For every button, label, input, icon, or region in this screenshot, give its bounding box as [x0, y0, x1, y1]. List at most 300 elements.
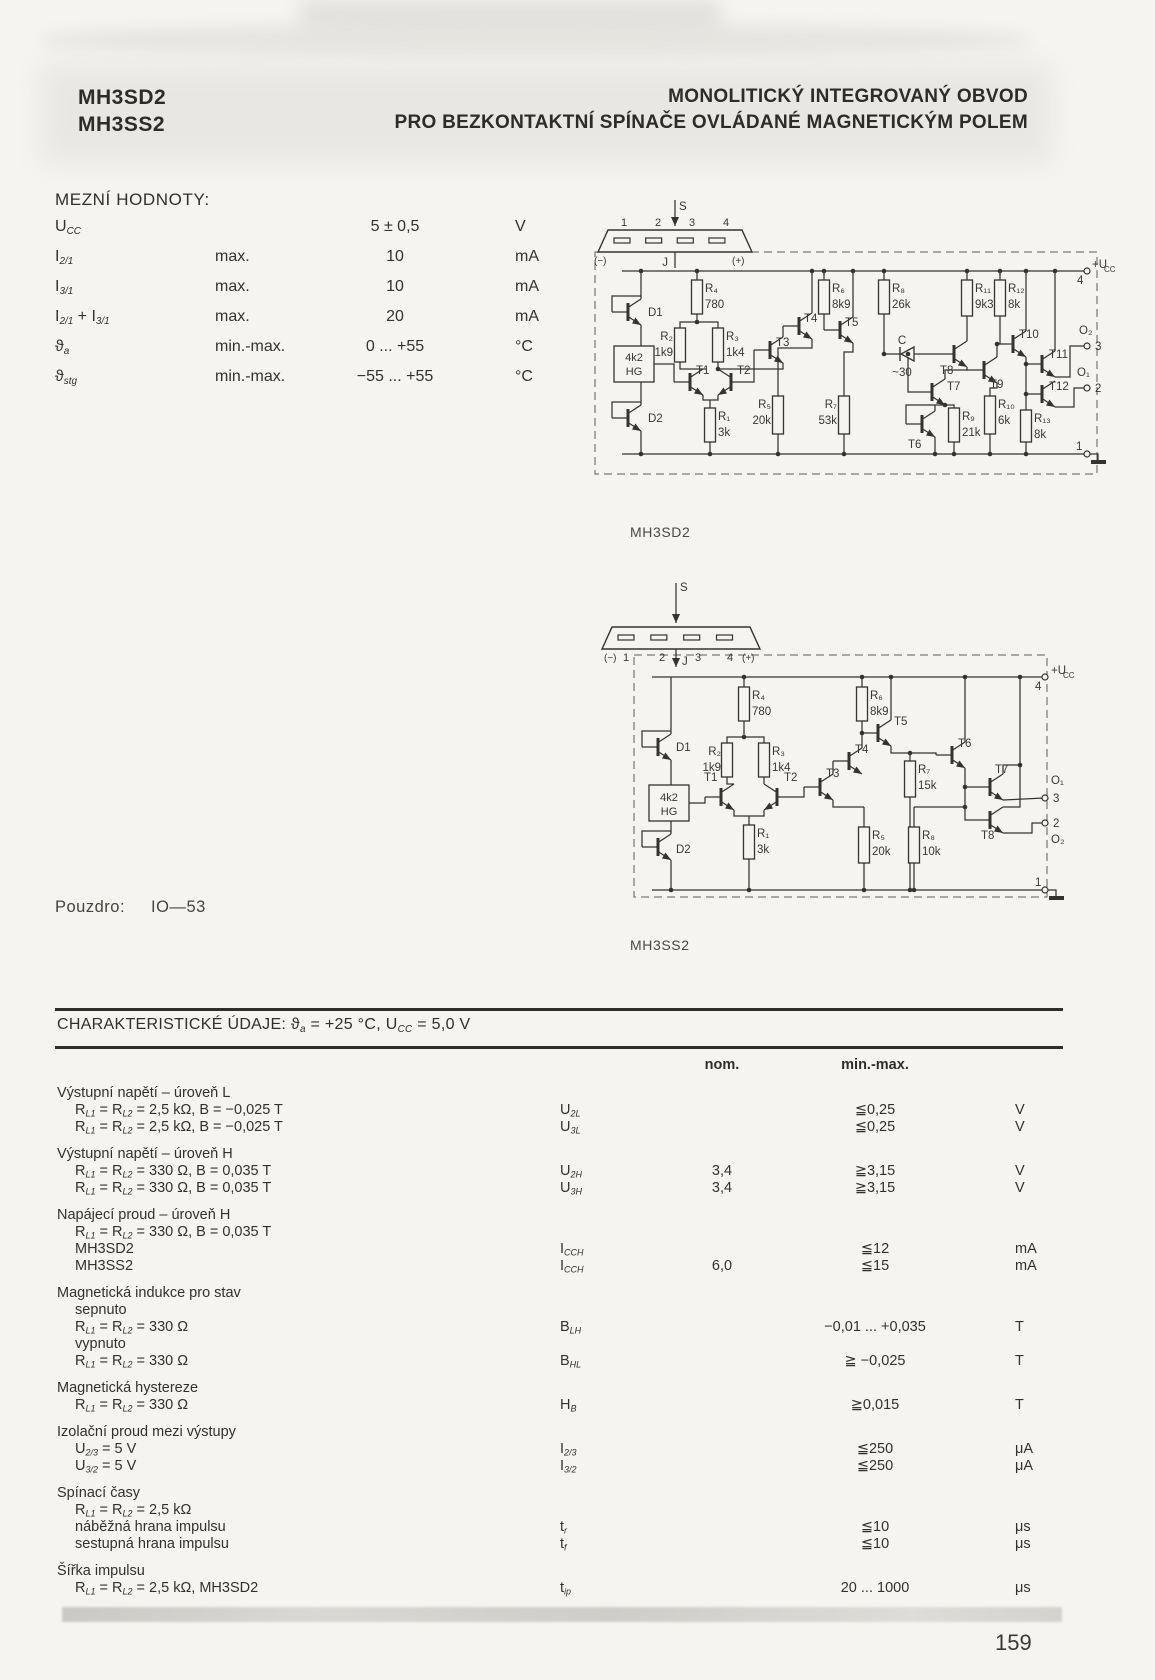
junction-dot [1024, 392, 1029, 397]
char-row [55, 1336, 1065, 1353]
junction-dot [742, 735, 747, 740]
resistor-symbol [879, 280, 890, 314]
label-r1v: 3k [718, 427, 731, 439]
junction-dot [842, 452, 847, 457]
pin-terminal [1084, 451, 1090, 457]
label-d2: D2 [676, 844, 691, 856]
char-unit: V [1015, 1102, 1025, 1118]
junction-dot [889, 675, 894, 680]
junction-dot [1024, 362, 1029, 367]
label-o2: O₂ [1051, 834, 1065, 846]
char-row [55, 1119, 1065, 1136]
label-p2: 2 [654, 217, 662, 229]
label-r8: R₈ [922, 830, 936, 842]
junction-dot [943, 403, 948, 408]
pin-terminal [1042, 820, 1048, 826]
label-r13: R₁₃ [1034, 413, 1051, 425]
schematic-mh3ss2 [592, 575, 1122, 905]
char-cond: $R_{L1} = R_{L2} = 2,5$ kΩ, B = −0,025 T [75, 1119, 283, 1136]
label-t10: T10 [1019, 329, 1039, 341]
junction-dot [908, 888, 913, 893]
label-out3: 3 [1053, 793, 1060, 805]
char-mm: ≦250 [856, 1441, 894, 1457]
limit-row [55, 218, 600, 248]
limit-val: 20 [386, 308, 404, 325]
char-cond: MH3SD2 [75, 1241, 134, 1257]
limit-cond: max. [215, 248, 250, 265]
package-line [55, 898, 206, 917]
junction-dot [747, 888, 752, 893]
char-group-header: Izolační proud mezi výstupy [57, 1424, 236, 1440]
char-sym: $U_{2L}$ [560, 1102, 581, 1119]
char-sym: $t_r$ [560, 1519, 568, 1536]
label-pin1: 1 [1076, 441, 1083, 453]
limit-sym: $I_{3/1}$ [55, 278, 74, 297]
label-r4: R₄ [705, 283, 718, 295]
label-r2v: 1k9 [654, 347, 673, 359]
char-cond: $R_{L1} = R_{L2} = 330$ Ω [75, 1353, 189, 1370]
char-sym: $U_{3L}$ [560, 1119, 581, 1136]
resistor-symbol [905, 761, 916, 797]
junction-dot [776, 452, 781, 457]
label-minus: (−) [604, 653, 617, 664]
junction-dot [1024, 452, 1029, 457]
char-group-header: Napájecí proud – úroveň H [57, 1207, 231, 1223]
limits-section-title: MEZNÍ HODNOTY: [55, 190, 210, 209]
char-cond: $R_{L1} = R_{L2} = 330$ Ω, B = 0,035 T [75, 1224, 272, 1241]
limit-cond: min.-max. [215, 338, 286, 355]
limit-val: 0 ... +55 [365, 338, 425, 355]
schematic-mh3sd2 [592, 196, 1122, 481]
label-uccsub: CC [1104, 265, 1116, 274]
label-r13v: 8k [1034, 429, 1047, 441]
junction-dot [669, 888, 674, 893]
label-p2: 2 [658, 652, 666, 664]
label-ucc: +U [1092, 259, 1108, 271]
label-p4: 4 [726, 652, 734, 664]
label-plus: (+) [742, 653, 755, 664]
resistor-symbol [859, 827, 870, 863]
label-r5: R₅ [872, 830, 885, 842]
limit-sym: $ϑ_{stg}$ [55, 368, 77, 387]
char-cond: $R_{L1} = R_{L2} = 330$ Ω, B = 0,035 T [75, 1163, 272, 1180]
part-numbers [78, 84, 166, 138]
char-mm: ≦12 [860, 1241, 890, 1257]
label-t7: T7 [947, 381, 961, 393]
char-group-header: Magnetická hystereze [57, 1380, 199, 1396]
char-cond: $U_{2/3} = 5$ V [75, 1441, 137, 1458]
char-cond: sestupná hrana impulsu [75, 1536, 229, 1552]
label-r5: R₅ [758, 399, 771, 411]
junction-dot [963, 675, 968, 680]
label-p4: 4 [722, 217, 730, 229]
char-mm: ≧3,15 [854, 1163, 896, 1179]
char-nom: 3,4 [711, 1180, 733, 1196]
label-hg1: 4k2 [625, 352, 643, 364]
label-t7: T7 [995, 764, 1009, 776]
label-minus: (−) [594, 256, 607, 267]
page-number: 159 [995, 1630, 1032, 1655]
char-row [55, 1302, 1065, 1319]
label-out2: 2 [1053, 818, 1060, 830]
label-j: J [682, 656, 688, 668]
label-plus: (+) [732, 256, 745, 267]
label-o1: O₁ [1077, 367, 1090, 379]
char-unit: μs [1015, 1536, 1031, 1552]
label-r10: R₁₀ [998, 399, 1015, 411]
label-o1: O₁ [1051, 775, 1064, 787]
label-r3v: 1k4 [726, 347, 745, 359]
char-row [55, 1580, 1065, 1597]
label-r4v: 780 [705, 299, 725, 311]
label-pin4: 4 [1035, 681, 1042, 693]
label-r2: R₂ [708, 746, 721, 758]
resistor-symbol [692, 280, 703, 314]
char-mm: ≦0,25 [854, 1102, 896, 1118]
label-r11v: 9k3 [975, 299, 994, 311]
resistor-symbol [949, 408, 960, 442]
resistor-symbol [909, 827, 920, 863]
resistor-symbol [962, 280, 973, 316]
label-t1: T1 [696, 365, 710, 377]
char-cond: $R_{L1} = R_{L2} = 330$ Ω [75, 1397, 189, 1414]
package-outline [598, 230, 752, 252]
label-r8v: 26k [892, 299, 911, 311]
label-d2: D2 [648, 413, 663, 425]
char-row [55, 1241, 1065, 1258]
resistor-symbol [705, 408, 716, 442]
label-r7v: 53k [818, 415, 837, 427]
junction-dot [860, 731, 865, 736]
label-r1: R₁ [757, 828, 770, 840]
scan-artifact-smudge [40, 24, 1030, 56]
resistor-symbol [1021, 410, 1032, 442]
limit-unit: mA [515, 278, 539, 295]
resistor-symbol [739, 687, 750, 721]
char-sym: $U_{2H}$ [560, 1163, 582, 1180]
label-s: S [679, 201, 687, 213]
label-r6: R₆ [832, 283, 845, 295]
label-r9: R₉ [962, 411, 975, 423]
junction-dot [639, 269, 644, 274]
schematic-caption-mh3sd2: MH3SD2 [630, 524, 691, 540]
junction-dot [695, 269, 700, 274]
doc-title [394, 84, 1028, 136]
limit-unit: V [515, 218, 526, 235]
char-sym: $t_{ip}$ [560, 1580, 572, 1597]
limit-sym: $ϑ_a$ [55, 338, 70, 357]
char-mm: ≦0,25 [854, 1119, 896, 1135]
label-r1v: 3k [757, 844, 770, 856]
label-d1: D1 [676, 742, 691, 754]
label-t8: T8 [940, 365, 954, 377]
pin-terminal [1084, 268, 1090, 274]
limit-unit: mA [515, 248, 539, 265]
label-cv: ~30 [892, 367, 912, 379]
transistor-symbols [642, 720, 1003, 860]
limit-val: 5 ± 0,5 [370, 218, 420, 235]
junction-dot [708, 452, 713, 457]
label-s: S [680, 582, 688, 594]
char-sym: $B_{HL}$ [560, 1353, 582, 1370]
char-unit: T [1015, 1397, 1024, 1413]
junction-dot [851, 269, 856, 274]
scan-artifact-top-edge [300, 0, 720, 26]
junction-dot [1018, 763, 1023, 768]
char-unit: mA [1015, 1241, 1037, 1257]
junction-dot [742, 675, 747, 680]
resistor-symbol [713, 328, 724, 362]
junction-dot [1024, 269, 1029, 274]
char-unit: μA [1015, 1458, 1034, 1474]
char-mm: ≦10 [860, 1536, 890, 1552]
label-hg2: HG [625, 366, 643, 378]
char-row [55, 1180, 1065, 1197]
resistor-symbol [722, 743, 733, 777]
resistor-symbol [985, 396, 996, 434]
label-t12: T12 [1049, 381, 1069, 393]
char-row [55, 1102, 1065, 1119]
char-cond: $R_{L1} = R_{L2} = 2,5$ kΩ [75, 1502, 192, 1519]
char-group-header: Šířka impulsu [57, 1563, 145, 1579]
label-r4: R₄ [752, 690, 765, 702]
junction-dot [1018, 675, 1023, 680]
char-row [55, 1536, 1065, 1553]
label-r9v: 21k [962, 427, 981, 439]
label-r4v: 780 [752, 706, 772, 718]
label-ucc: +U [1051, 665, 1067, 677]
scan-artifact-bottom-bar [62, 1607, 1062, 1622]
doc-title-line1: MONOLITICKÝ INTEGROVANÝ OBVOD [668, 86, 1028, 107]
label-r5v: 20k [752, 415, 771, 427]
char-sym: $B_{LH}$ [560, 1319, 582, 1336]
junction-dot [860, 675, 865, 680]
label-t1: T1 [704, 772, 718, 784]
junction-dot [906, 352, 911, 357]
resistor-symbol [819, 280, 830, 314]
package-label: Pouzdro: [55, 898, 126, 916]
label-p3: 3 [694, 652, 702, 664]
label-r6v: 8k9 [870, 706, 889, 718]
label-pin1: 1 [1035, 877, 1042, 889]
char-unit: T [1015, 1353, 1024, 1369]
label-r7: R₇ [824, 399, 837, 411]
label-r12: R₁₂ [1008, 283, 1025, 295]
char-group-header: Magnetická indukce pro stav [57, 1285, 241, 1301]
schematic-caption-mh3ss2: MH3SS2 [630, 937, 690, 953]
junction-dot [933, 452, 938, 457]
column-header-nom: nom. [704, 1057, 740, 1073]
label-t2: T2 [784, 772, 798, 784]
char-sym: $I_{CCH}$ [560, 1241, 584, 1258]
junction-dot [695, 320, 700, 325]
char-cond: sepnuto [75, 1302, 127, 1318]
label-out3: 3 [1095, 341, 1102, 353]
part-number-1: MH3SD2 [78, 86, 167, 109]
label-r7: R₇ [918, 764, 931, 776]
char-mm: ≧0,015 [850, 1397, 900, 1413]
limit-cond: max. [215, 308, 250, 325]
char-unit: μs [1015, 1519, 1031, 1535]
char-mm: ≧3,15 [854, 1180, 896, 1196]
char-row [55, 1353, 1065, 1370]
char-unit: mA [1015, 1258, 1037, 1274]
char-mm: 20 ... 1000 [840, 1580, 910, 1596]
char-nom: 6,0 [711, 1258, 733, 1274]
label-hg2: HG [660, 806, 678, 818]
junction-dot [963, 785, 968, 790]
char-table-title: CHARAKTERISTICKÉ ÚDAJE: $ϑ_a = +25$ °C, $U_{CC} = 5,0$ V [57, 1016, 471, 1035]
char-group-header: Výstupní napětí – úroveň H [57, 1146, 233, 1162]
label-t6: T6 [958, 738, 972, 750]
limit-row [55, 278, 600, 308]
pin-terminal [1042, 795, 1048, 801]
limit-row [55, 338, 600, 368]
char-cond: $R_{L1} = R_{L2} = 2,5$ kΩ, MH3SD2 [75, 1580, 259, 1597]
char-sym: $H_B$ [560, 1397, 577, 1414]
label-r3: R₃ [726, 331, 739, 343]
char-row [55, 1397, 1065, 1414]
junction-dot [862, 888, 867, 893]
resistor-symbol [759, 743, 770, 777]
label-t6: T6 [908, 439, 922, 451]
limit-sym: $I_{2/1}$ [55, 248, 74, 267]
label-t5: T5 [845, 317, 859, 329]
char-mm: −0,01 ... +0,035 [824, 1319, 926, 1335]
char-group-header: Spínací časy [57, 1485, 141, 1501]
resistor-symbol [839, 396, 850, 434]
junction-dot [965, 269, 970, 274]
char-mm: ≦15 [860, 1258, 890, 1274]
char-sym: $I_{CCH}$ [560, 1258, 584, 1275]
pin-terminal [1084, 343, 1090, 349]
circuit-boundary [634, 655, 1047, 897]
limit-cond: min.-max. [215, 368, 286, 385]
limit-row [55, 368, 600, 398]
package-outline [602, 627, 760, 649]
char-row [55, 1519, 1065, 1536]
column-header-minmax: min.-max. [841, 1057, 909, 1073]
label-r2v: 1k9 [702, 762, 721, 774]
char-cond: náběžná hrana impulsu [75, 1519, 226, 1535]
label-out2: 2 [1095, 383, 1102, 395]
label-r6: R₆ [870, 690, 883, 702]
pin-terminal [1042, 887, 1048, 893]
label-t4: T4 [855, 744, 869, 756]
char-unit: μA [1015, 1441, 1034, 1457]
label-t3: T3 [776, 337, 790, 349]
char-cond: $R_{L1} = R_{L2} = 2,5$ kΩ, B = −0,025 T [75, 1102, 283, 1119]
pin-terminal [1084, 385, 1090, 391]
junction-dot [1053, 269, 1058, 274]
junction-dot [963, 805, 968, 810]
label-t4: T4 [804, 313, 818, 325]
limit-val: 10 [386, 278, 404, 295]
junction-dot [882, 269, 887, 274]
char-cond: MH3SS2 [75, 1258, 134, 1274]
limit-cond: max. [215, 278, 250, 295]
char-row [55, 1224, 1065, 1241]
char-unit: μs [1015, 1580, 1031, 1596]
part-number-2: MH3SS2 [78, 113, 166, 136]
resistor-symbol [995, 280, 1006, 316]
junction-dot [716, 367, 721, 372]
label-p1: 1 [622, 652, 630, 664]
label-r3v: 1k4 [772, 762, 791, 774]
char-unit: V [1015, 1119, 1025, 1135]
label-d1: D1 [648, 307, 663, 319]
junction-dot [908, 751, 913, 756]
label-r11: R₁₁ [975, 283, 992, 295]
char-cond: $U_{3/2} = 5$ V [75, 1458, 137, 1475]
resistor-symbol [773, 396, 784, 434]
char-sym: $t_f$ [560, 1536, 567, 1553]
limit-sym: $U_{CC}$ [55, 218, 81, 237]
label-c: C [897, 335, 907, 347]
char-sym: $I_{3/2}$ [560, 1458, 577, 1475]
limit-unit: mA [515, 308, 539, 325]
label-r10v: 6k [998, 415, 1011, 427]
label-t11: T11 [1049, 349, 1068, 361]
label-t9: T9 [990, 379, 1004, 391]
junction-dot [952, 452, 957, 457]
doc-title-line2: PRO BEZKONTAKTNÍ SPÍNAČE OVLÁDANÉ MAGNETICKÝM POLEM [394, 112, 1028, 133]
char-row [55, 1319, 1065, 1336]
label-r7v: 15k [918, 780, 937, 792]
limit-val: 10 [386, 248, 404, 265]
char-cond: $R_{L1} = R_{L2} = 330$ Ω, B = 0,035 T [75, 1180, 272, 1197]
label-pin4: 4 [1077, 275, 1084, 287]
label-r2: R₂ [660, 331, 673, 343]
label-r8v: 10k [922, 846, 941, 858]
junction-dot [810, 269, 815, 274]
char-row [55, 1258, 1065, 1275]
limit-row [55, 308, 600, 338]
label-r3: R₃ [772, 746, 785, 758]
limit-row [55, 248, 600, 278]
char-mm: ≦250 [856, 1458, 894, 1474]
char-cond: $R_{L1} = R_{L2} = 330$ Ω [75, 1319, 189, 1336]
resistor-symbol [675, 328, 686, 362]
limit-sym: $I_{2/1} + I_{3/1}$ [55, 308, 110, 327]
label-uccsub: CC [1063, 671, 1075, 680]
label-r5v: 20k [872, 846, 891, 858]
schematic-mh3ss2-svg [592, 575, 1122, 905]
junction-dot [882, 352, 887, 357]
label-t5: T5 [894, 716, 908, 728]
char-cond: vypnuto [75, 1336, 126, 1352]
char-row [55, 1458, 1065, 1475]
char-sym: $I_{2/3}$ [560, 1441, 577, 1458]
junction-dot [995, 342, 1000, 347]
char-unit: T [1015, 1319, 1024, 1335]
label-hg1: 4k2 [660, 792, 678, 804]
resistor-symbol [857, 687, 868, 721]
char-nom: 3,4 [711, 1163, 733, 1179]
limit-val: −55 ... +55 [356, 368, 434, 385]
label-t8: T8 [981, 830, 995, 842]
limit-unit: °C [515, 368, 533, 385]
char-unit: V [1015, 1180, 1025, 1196]
junction-dot [822, 269, 827, 274]
char-sym: $U_{3H}$ [560, 1180, 582, 1197]
char-mm: ≦10 [860, 1519, 890, 1535]
label-p3: 3 [688, 217, 696, 229]
junction-dot [998, 269, 1003, 274]
label-r12v: 8k [1008, 299, 1021, 311]
limits-table [55, 218, 600, 398]
char-unit: V [1015, 1163, 1025, 1179]
